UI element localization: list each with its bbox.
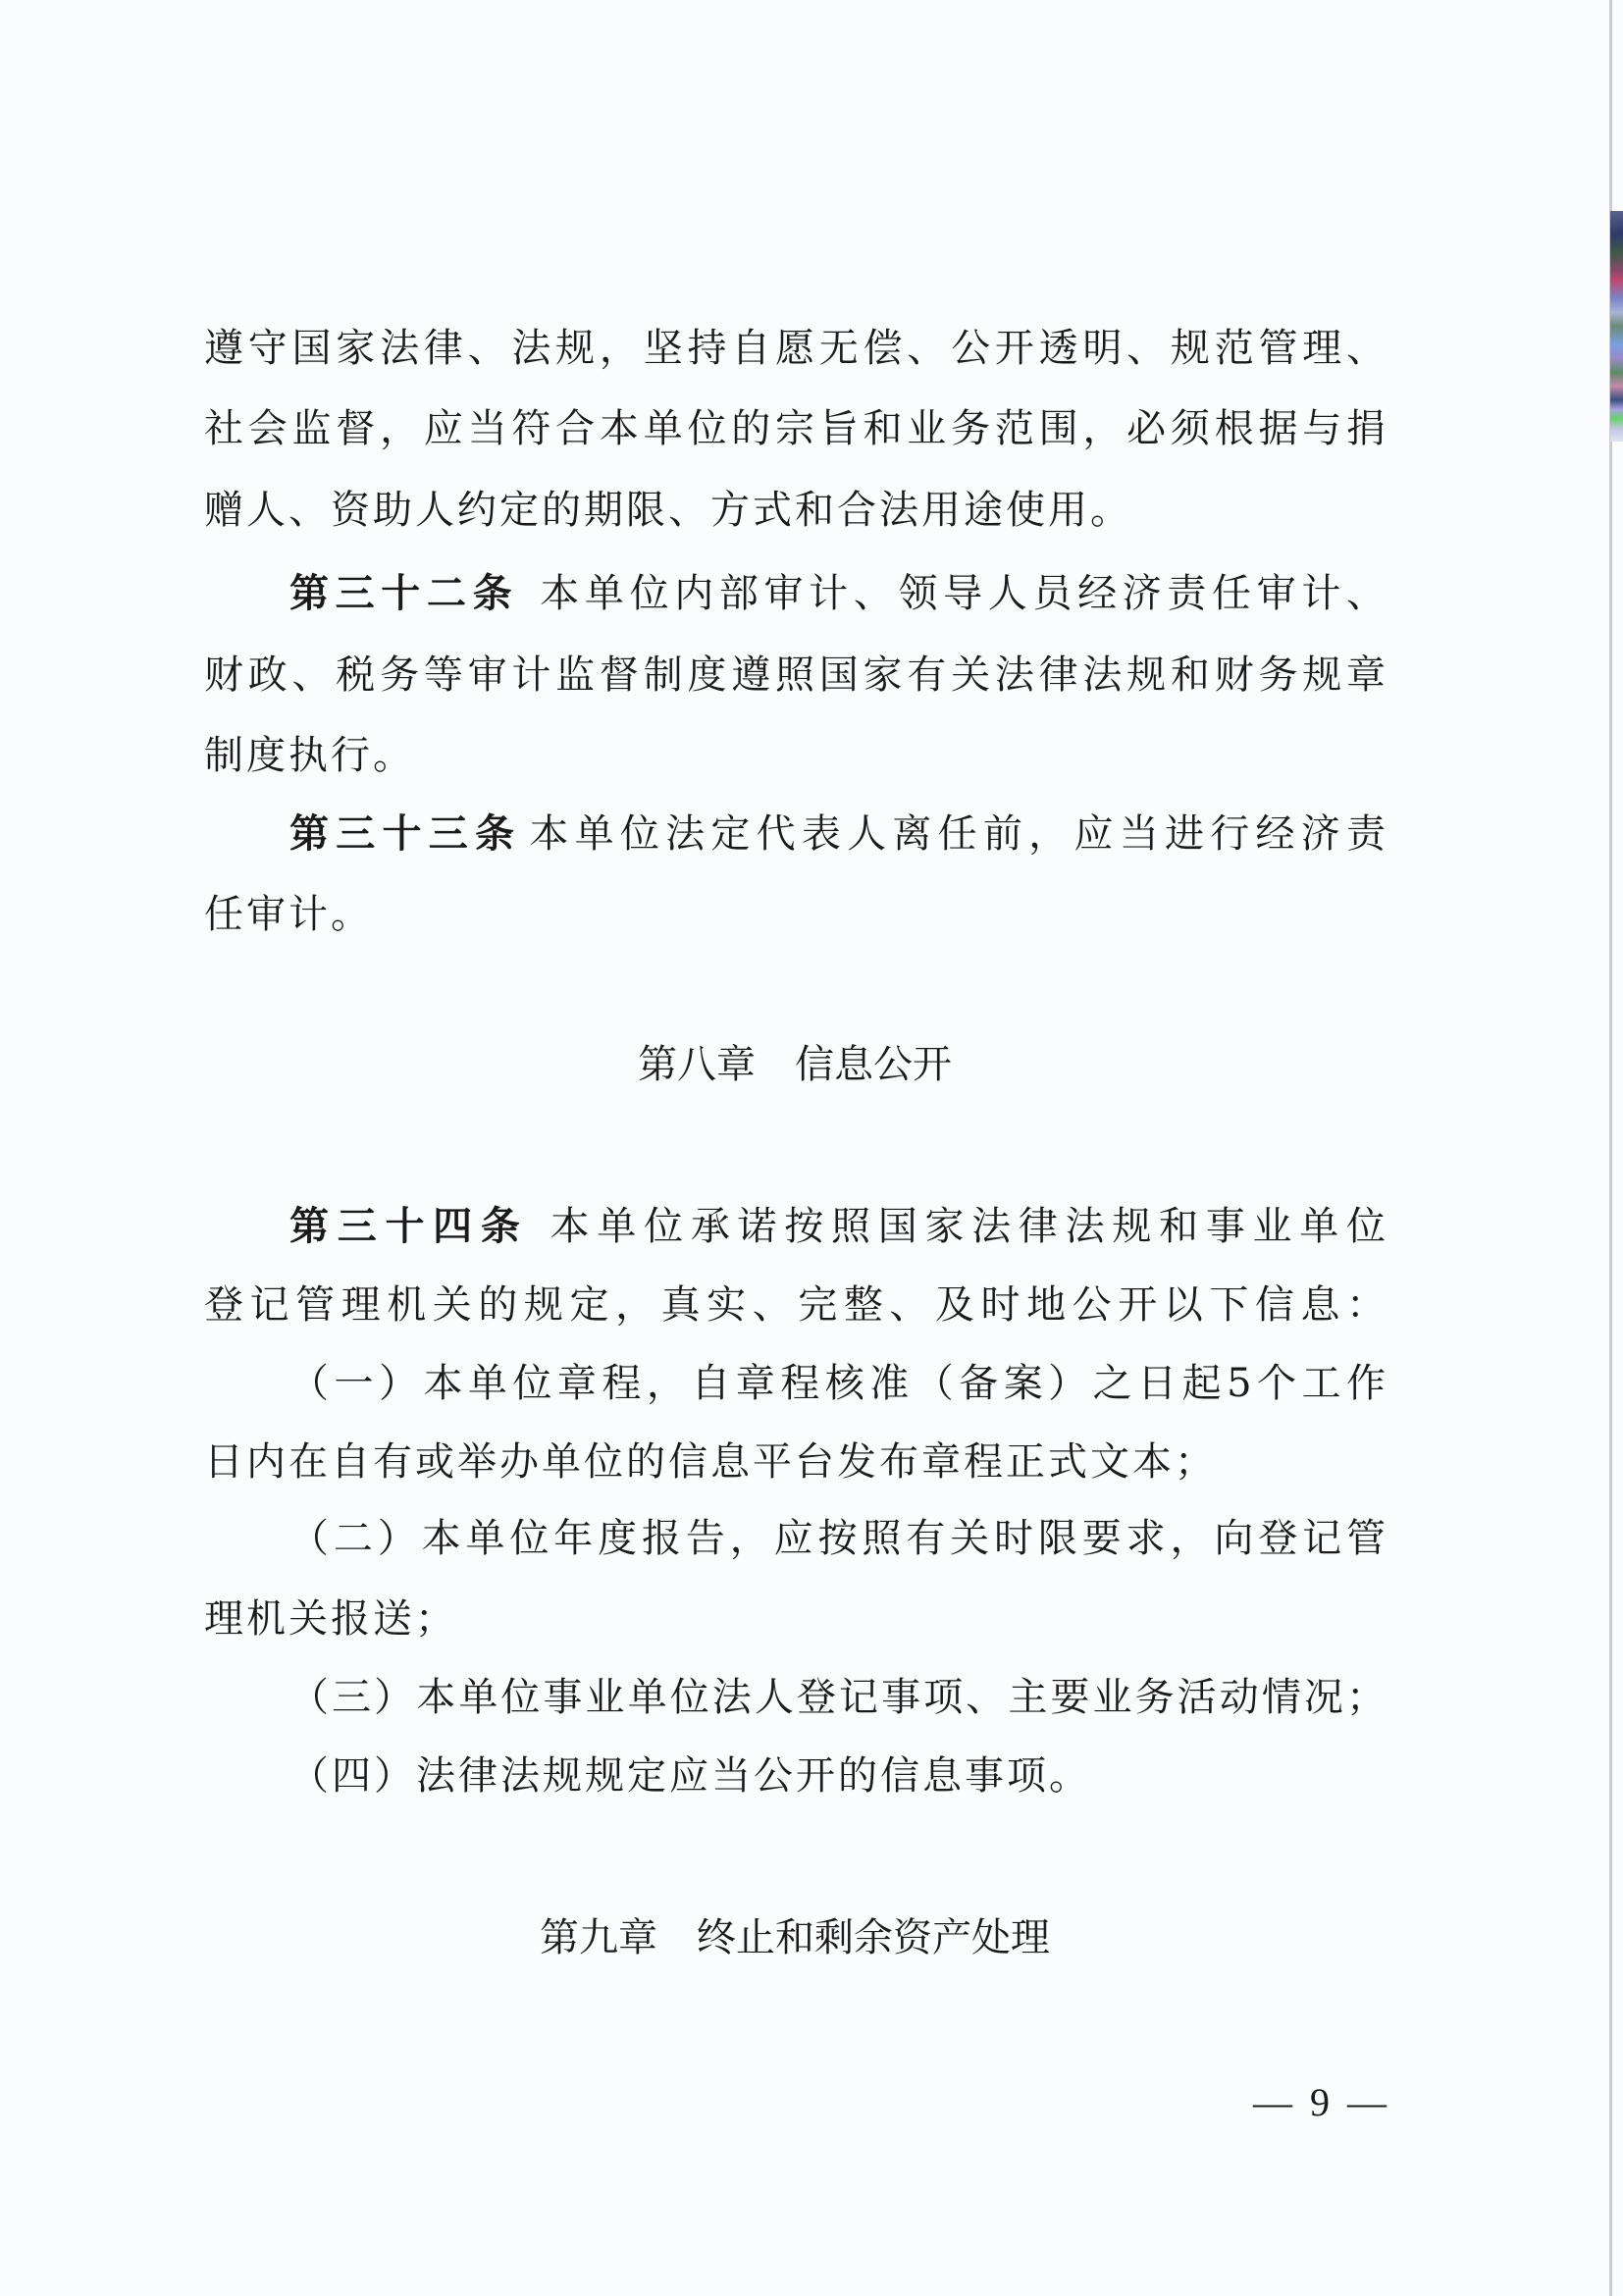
article-34-text: 本单位承诺按照国家法律法规和事业单位 (550, 1204, 1387, 1249)
chapter-9-title: 终止和剩余资产处理 (697, 1915, 1050, 1960)
article-34-line: 登记管理机关的规定，真实、完整、及时地公开以下信息： (204, 1282, 1386, 1328)
chapter-8-heading (0, 1035, 1590, 1094)
chapter-9-number: 第九章 (540, 1915, 657, 1960)
list-item-2-line: 理机关报送； (204, 1596, 457, 1642)
article-32-heading: 第三十二条 (289, 571, 519, 616)
article-32-first-line (289, 566, 1386, 621)
article-34-first-line (289, 1199, 1386, 1254)
article-34-heading: 第三十四条 (289, 1204, 529, 1249)
list-item-4-line: （四）法律法规规定应当公开的信息事项。 (289, 1753, 1091, 1799)
article-33-text: 本单位法定代表人离任前，应当进行经济责 (529, 811, 1387, 857)
article-32-line: 制度执行。 (204, 733, 415, 778)
article-32-line: 财政、税务等审计监督制度遵照国家有关法律法规和财务规章 (204, 652, 1386, 698)
list-item-1-line: （一）本单位章程，自章程核准（备案）之日起5个工作 (289, 1361, 1386, 1406)
paragraph-line: 社会监督，应当符合本单位的宗旨和业务范围，必须根据与捐 (204, 406, 1386, 451)
list-item-2-line: （二）本单位年度报告，应按照有关时限要求，向登记管 (289, 1516, 1386, 1561)
article-33-first-line (289, 807, 1386, 861)
paragraph-line: 赠人、资助人约定的期限、方式和合法用途使用。 (204, 488, 1132, 533)
chapter-9-heading (0, 1908, 1590, 1967)
scan-artifact-strip (1610, 211, 1623, 442)
article-33-heading: 第三十三条 (289, 811, 522, 857)
list-item-3-line: （三）本单位事业单位法人登记事项、主要业务活动情况； (289, 1675, 1386, 1720)
page-number: — 9 — (1253, 2080, 1390, 2124)
article-32-text: 本单位内部审计、领导人员经济责任审计、 (540, 571, 1387, 616)
chapter-8-title: 信息公开 (795, 1042, 952, 1087)
paragraph-line: 遵守国家法律、法规，坚持自愿无偿、公开透明、规范管理、 (204, 326, 1386, 371)
chapter-8-number: 第八章 (638, 1042, 756, 1087)
article-33-line: 任审计。 (204, 892, 373, 937)
list-item-1-line: 日内在自有或举办单位的信息平台发布章程正式文本； (204, 1439, 1217, 1485)
